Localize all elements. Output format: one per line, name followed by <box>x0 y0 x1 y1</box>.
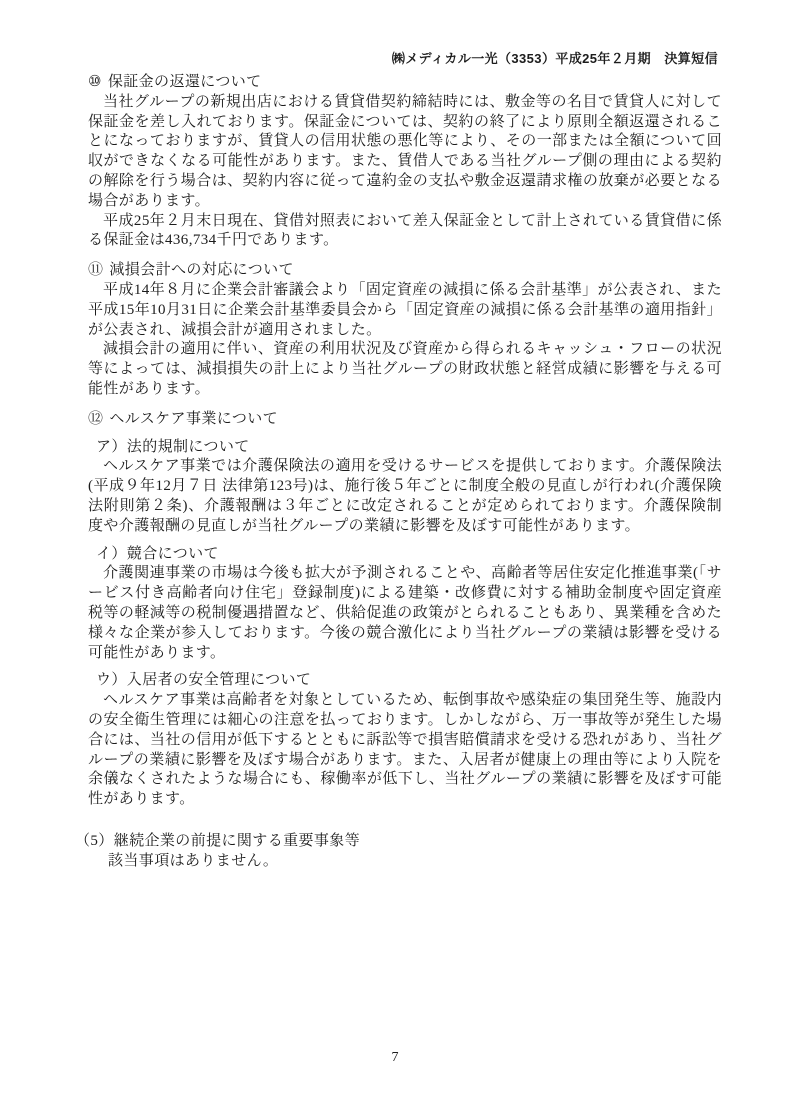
subsection-heading: ウ）入居者の安全管理について <box>96 672 312 689</box>
section-marker: ⑩ <box>88 74 102 90</box>
section-heading <box>88 261 722 281</box>
section-healthcare-business <box>88 410 722 810</box>
document-body <box>75 73 722 871</box>
section-impairment-accounting <box>88 261 722 400</box>
paragraph: 平成14年８月に企業会計審議会より「固定資産の減損に係る会計基準」が公表され、また平成15年10月31日に企業会計基準委員会から「固定資産の減損に係る会計基準の適用指針」が公表され、減損会計が適用されました。 <box>88 281 722 338</box>
subsection-heading: ア）法的規制について <box>96 438 250 455</box>
section-deposit-return <box>88 73 722 251</box>
page-header: ㈱メディカル一光（3353）平成25年２月期 決算短信 <box>391 51 718 66</box>
section-title: ヘルスケア事業について <box>109 410 279 427</box>
section-heading: （5）継続企業の前提に関する重要事象等 <box>75 832 361 849</box>
subsection-heading: イ）競合について <box>96 545 219 562</box>
section-heading <box>88 410 722 430</box>
subsection-competition <box>88 545 722 664</box>
section-heading <box>88 73 722 93</box>
section-going-concern <box>75 832 722 872</box>
paragraph: ヘルスケア事業では介護保険法の適用を受けるサービスを提供しております。介護保険法(平成９年12月７日 法律第123号)は、施行後５年ごとに制度全般の見直しが行われ(介護保険法附則第２条)、介護報酬は３年ごとに改定されることが定められております。介護保険制度や介護報酬の見直しが当社グループの業績に影響を及ぼす可能性があります。 <box>88 458 722 534</box>
section-title: 保証金の返還について <box>107 74 262 90</box>
subsection-resident-safety <box>88 671 722 810</box>
section-marker: ⑪ <box>88 262 104 279</box>
paragraph: 介護関連事業の市場は今後も拡大が予測されることや、高齢者等居住安定化推進事業(「サービス付き高齢者向け住宅」登録制度)による建築・改修費に対する補助金制度や固定資産税等の軽減等の税制優遇措置など、供給促進の政策がとられることもあり、異業種を含めた様々な企業が参入しております。今後の競合激化により当社グループの業績は影響を受ける可能性があります。 <box>88 565 722 661</box>
paragraph: 減損会計の適用に伴い、資産の利用状況及び資産から得られるキャッシュ・フローの状況等によっては、減損損失の計上により当社グループの財政状態と経営成績に影響を与える可能性があります。 <box>88 341 722 397</box>
paragraph: 当社グループの新規出店における賃貸借契約締結時には、敷金等の名目で賃貸人に対して保証金を差し入れております。保証金については、契約の終了により原則全額返還されることになっておりますが、賃貸人の信用状態の悪化等により、その一部または全額について回収ができなくなる可能性があります。また、賃借人である当社グループ側の理由による契約の解除を行う場合は、契約内容に従って違約金の支払や敷金返還請求権の放棄が必要となる場合があります。 <box>88 93 722 209</box>
section-marker: ⑫ <box>88 410 104 427</box>
paragraph: ヘルスケア事業は高齢者を対象としているため、転倒事故や感染症の集団発生等、施設内の安全衛生管理には細心の注意を払っております。しかしながら、万一事故等が発生した場合には、当社の信用が低下するとともに訴訟等で損害賠償請求を受ける恐れがあり、当社グループの業績に影響を及ぼす場合があります。また、入居者が健康上の理由等により入院を余儀なくされたような場合にも、稼働率が低下し、当社グループの業績に影響を及ぼす可能性があります。 <box>88 692 722 808</box>
paragraph: 該当事項はありません。 <box>108 852 279 869</box>
section-title: 減損会計への対応について <box>109 262 294 279</box>
subsection-legal-regulation <box>88 438 722 537</box>
page-number: 7 <box>391 1050 399 1065</box>
paragraph: 平成25年２月末日現在、貸借対照表において差入保証金として計上されている賃貸借に係る保証金は436,734千円であります。 <box>88 212 722 249</box>
